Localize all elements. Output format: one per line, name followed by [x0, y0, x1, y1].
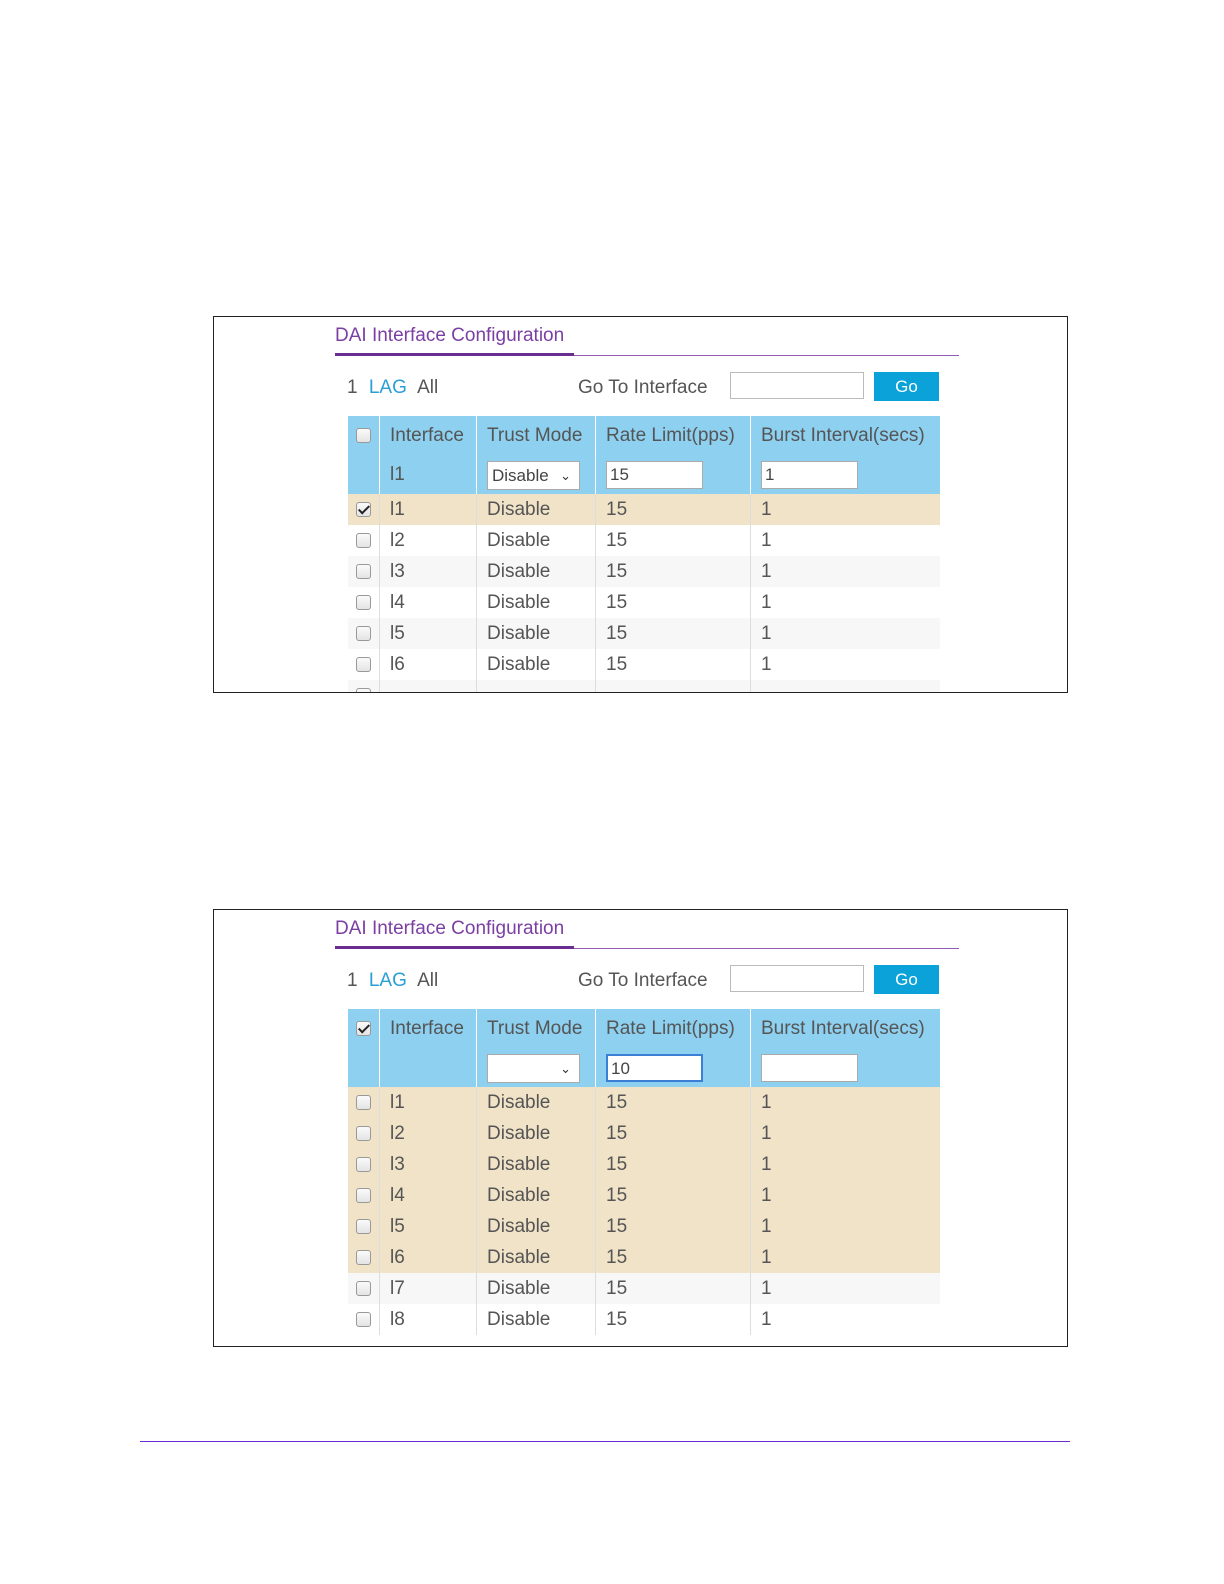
- table-row[interactable]: [348, 1149, 940, 1180]
- row-checkbox[interactable]: [356, 688, 371, 693]
- burst-interval-input[interactable]: 1: [761, 461, 858, 489]
- row-interface: l6: [380, 649, 477, 680]
- row-trust-mode: Disable: [477, 494, 596, 525]
- dai-interface-table: [348, 1009, 940, 1335]
- table-row[interactable]: [348, 1118, 940, 1149]
- table-row[interactable]: [348, 1304, 940, 1335]
- table-row[interactable]: [348, 587, 940, 618]
- panel-title: DAI Interface Configuration: [335, 325, 565, 346]
- rate-limit-input[interactable]: 15: [606, 461, 703, 489]
- col-header-rate-limit[interactable]: Rate Limit(pps): [596, 416, 751, 456]
- row-check-cell: [348, 587, 380, 618]
- row-rate-limit: 15: [596, 556, 751, 587]
- row-checkbox[interactable]: [356, 595, 371, 610]
- row-check-cell: [348, 1118, 380, 1149]
- burst-interval-input[interactable]: [761, 1054, 858, 1082]
- row-rate-limit: 15: [596, 525, 751, 556]
- row-trust-mode: Disable: [477, 556, 596, 587]
- row-checkbox[interactable]: [356, 657, 371, 672]
- row-burst-interval: 1: [751, 1242, 941, 1273]
- row-checkbox[interactable]: [356, 1188, 371, 1203]
- table-row[interactable]: [348, 1273, 940, 1304]
- table-header-row: [348, 416, 940, 456]
- title-underline-accent: [335, 353, 574, 356]
- table-row[interactable]: [348, 494, 940, 525]
- row-check-cell: [348, 494, 380, 525]
- all-filter-link[interactable]: All: [417, 377, 439, 398]
- row-checkbox[interactable]: [356, 564, 371, 579]
- row-checkbox[interactable]: [356, 533, 371, 548]
- dai-config-screenshot-2: [213, 909, 1068, 1347]
- row-check-cell: [348, 1149, 380, 1180]
- edit-row: [348, 456, 940, 494]
- row-rate-limit: 15: [596, 618, 751, 649]
- edit-row-interface: l1: [380, 456, 477, 494]
- row-checkbox[interactable]: [356, 1281, 371, 1296]
- trust-mode-select-value: Disable: [492, 465, 549, 485]
- row-check-cell: [348, 1242, 380, 1273]
- table-row[interactable]: [348, 1242, 940, 1273]
- col-header-trust-mode[interactable]: Trust Mode: [477, 416, 596, 456]
- row-checkbox[interactable]: [356, 502, 371, 517]
- select-all-checkbox[interactable]: [356, 1021, 371, 1036]
- row-rate-limit: 15: [596, 1087, 751, 1118]
- all-filter-link[interactable]: All: [417, 970, 439, 991]
- row-burst-interval: 1: [751, 1118, 941, 1149]
- edit-row-check-cell: [348, 1049, 380, 1087]
- col-header-interface[interactable]: Interface: [380, 416, 477, 456]
- row-burst-interval: 1: [751, 556, 941, 587]
- col-header-rate-limit[interactable]: Rate Limit(pps): [596, 1009, 751, 1049]
- row-interface: l5: [380, 618, 477, 649]
- row-interface: l5: [380, 1211, 477, 1242]
- row-rate-limit: 15: [596, 494, 751, 525]
- panel-title: DAI Interface Configuration: [335, 918, 565, 939]
- table-row[interactable]: [348, 1180, 940, 1211]
- edit-row-rate-limit-cell: [596, 1049, 751, 1087]
- go-button[interactable]: Go: [874, 965, 939, 994]
- row-trust-mode: Disable: [477, 1304, 596, 1335]
- row-rate-limit: 15: [596, 587, 751, 618]
- row-check-cell: [348, 1273, 380, 1304]
- row-rate-limit: 15: [596, 1211, 751, 1242]
- trust-mode-select[interactable]: [487, 1054, 580, 1083]
- col-header-burst-interval[interactable]: Burst Interval(secs): [751, 416, 941, 456]
- edit-row-interface: [380, 1049, 477, 1087]
- row-check-cell: [348, 1180, 380, 1211]
- edit-row-trust-mode-cell: [477, 1049, 596, 1087]
- go-to-interface-input[interactable]: [730, 372, 864, 399]
- row-checkbox[interactable]: [356, 1219, 371, 1234]
- row-interface: l6: [380, 1242, 477, 1273]
- row-burst-interval: 1: [751, 494, 941, 525]
- row-rate-limit: 15: [596, 1149, 751, 1180]
- table-header-row: [348, 1009, 940, 1049]
- unit-filter-link[interactable]: 1: [347, 970, 358, 991]
- lag-filter-link[interactable]: LAG: [368, 970, 407, 991]
- trust-mode-select[interactable]: [487, 461, 580, 490]
- row-check-cell: [348, 1304, 380, 1335]
- row-checkbox[interactable]: [356, 626, 371, 641]
- row-burst-interval: 1: [751, 1304, 941, 1335]
- row-trust-mode: Disable: [477, 618, 596, 649]
- table-row[interactable]: [348, 1087, 940, 1118]
- row-check-cell: [348, 1087, 380, 1118]
- select-all-cell: [348, 416, 380, 456]
- row-burst-interval: 1: [751, 587, 941, 618]
- row-rate-limit: 15: [596, 1273, 751, 1304]
- edit-row: [348, 1049, 940, 1087]
- edit-row-burst-interval-cell: [751, 456, 941, 494]
- row-burst-interval: 1: [751, 1149, 941, 1180]
- row-trust-mode: Disable: [477, 525, 596, 556]
- row-interface: [380, 680, 477, 693]
- row-trust-mode: Disable: [477, 1273, 596, 1304]
- table-row[interactable]: [348, 525, 940, 556]
- row-trust-mode: Disable: [477, 1211, 596, 1242]
- lag-filter-link[interactable]: LAG: [368, 377, 407, 398]
- table-row[interactable]: [348, 618, 940, 649]
- row-checkbox[interactable]: [356, 1250, 371, 1265]
- row-burst-interval: 1: [751, 1087, 941, 1118]
- row-rate-limit: 15: [596, 649, 751, 680]
- row-burst-interval: 1: [751, 618, 941, 649]
- unit-filter-link[interactable]: 1: [347, 377, 358, 398]
- row-check-cell: [348, 618, 380, 649]
- go-button[interactable]: Go: [874, 372, 939, 401]
- row-rate-limit: 15: [596, 1304, 751, 1335]
- select-all-cell: [348, 1009, 380, 1049]
- row-trust-mode: Disable: [477, 1118, 596, 1149]
- row-trust-mode: Disable: [477, 1180, 596, 1211]
- go-to-interface-label: Go To Interface: [578, 970, 708, 991]
- row-checkbox[interactable]: [356, 1312, 371, 1327]
- row-trust-mode: Disable: [477, 587, 596, 618]
- row-check-cell: [348, 649, 380, 680]
- interface-filter-nav: [347, 377, 444, 399]
- col-header-interface[interactable]: Interface: [380, 1009, 477, 1049]
- row-interface: l4: [380, 587, 477, 618]
- chevron-down-icon: ⌄: [560, 467, 571, 483]
- row-trust-mode: Disable: [477, 1149, 596, 1180]
- go-to-interface-label: Go To Interface: [578, 377, 708, 398]
- table-row[interactable]: [348, 556, 940, 587]
- row-check-cell: [348, 556, 380, 587]
- row-check-cell: [348, 680, 380, 693]
- row-trust-mode: Disable: [477, 1087, 596, 1118]
- row-rate-limit: 15: [596, 1180, 751, 1211]
- row-burst-interval: 1: [751, 1180, 941, 1211]
- row-burst-interval: 1: [751, 1211, 941, 1242]
- page-footer-rule: [140, 1441, 1070, 1442]
- col-header-burst-interval[interactable]: Burst Interval(secs): [751, 1009, 941, 1049]
- row-interface: l3: [380, 1149, 477, 1180]
- col-header-trust-mode[interactable]: Trust Mode: [477, 1009, 596, 1049]
- table-row[interactable]: [348, 1211, 940, 1242]
- row-rate-limit: 15: [596, 1242, 751, 1273]
- row-rate-limit: 15: [596, 1118, 751, 1149]
- dai-config-screenshot-1: [213, 316, 1068, 693]
- row-trust-mode: Disable: [477, 649, 596, 680]
- edit-row-trust-mode-cell: [477, 456, 596, 494]
- table-row-partial: [348, 680, 940, 693]
- row-interface: l2: [380, 525, 477, 556]
- rate-limit-input[interactable]: 10: [606, 1054, 703, 1082]
- row-burst-interval: [751, 680, 941, 693]
- row-check-cell: [348, 525, 380, 556]
- row-rate-limit: [596, 680, 751, 693]
- interface-filter-nav: [347, 970, 444, 992]
- row-check-cell: [348, 1211, 380, 1242]
- edit-row-burst-interval-cell: [751, 1049, 941, 1087]
- row-interface: l7: [380, 1273, 477, 1304]
- table-row[interactable]: [348, 649, 940, 680]
- dai-interface-table: [348, 416, 940, 693]
- edit-row-rate-limit-cell: [596, 456, 751, 494]
- row-checkbox[interactable]: [356, 1095, 371, 1110]
- row-checkbox[interactable]: [356, 1126, 371, 1141]
- select-all-checkbox[interactable]: [356, 428, 371, 443]
- row-burst-interval: 1: [751, 1273, 941, 1304]
- row-interface: l2: [380, 1118, 477, 1149]
- row-interface: l3: [380, 556, 477, 587]
- row-interface: l1: [380, 1087, 477, 1118]
- row-interface: l4: [380, 1180, 477, 1211]
- row-interface: l8: [380, 1304, 477, 1335]
- row-trust-mode: [477, 680, 596, 693]
- title-underline-accent: [335, 946, 574, 949]
- row-burst-interval: 1: [751, 649, 941, 680]
- go-to-interface-input[interactable]: [730, 965, 864, 992]
- row-checkbox[interactable]: [356, 1157, 371, 1172]
- row-trust-mode: Disable: [477, 1242, 596, 1273]
- edit-row-check-cell: [348, 456, 380, 494]
- row-interface: l1: [380, 494, 477, 525]
- chevron-down-icon: ⌄: [560, 1060, 571, 1076]
- row-burst-interval: 1: [751, 525, 941, 556]
